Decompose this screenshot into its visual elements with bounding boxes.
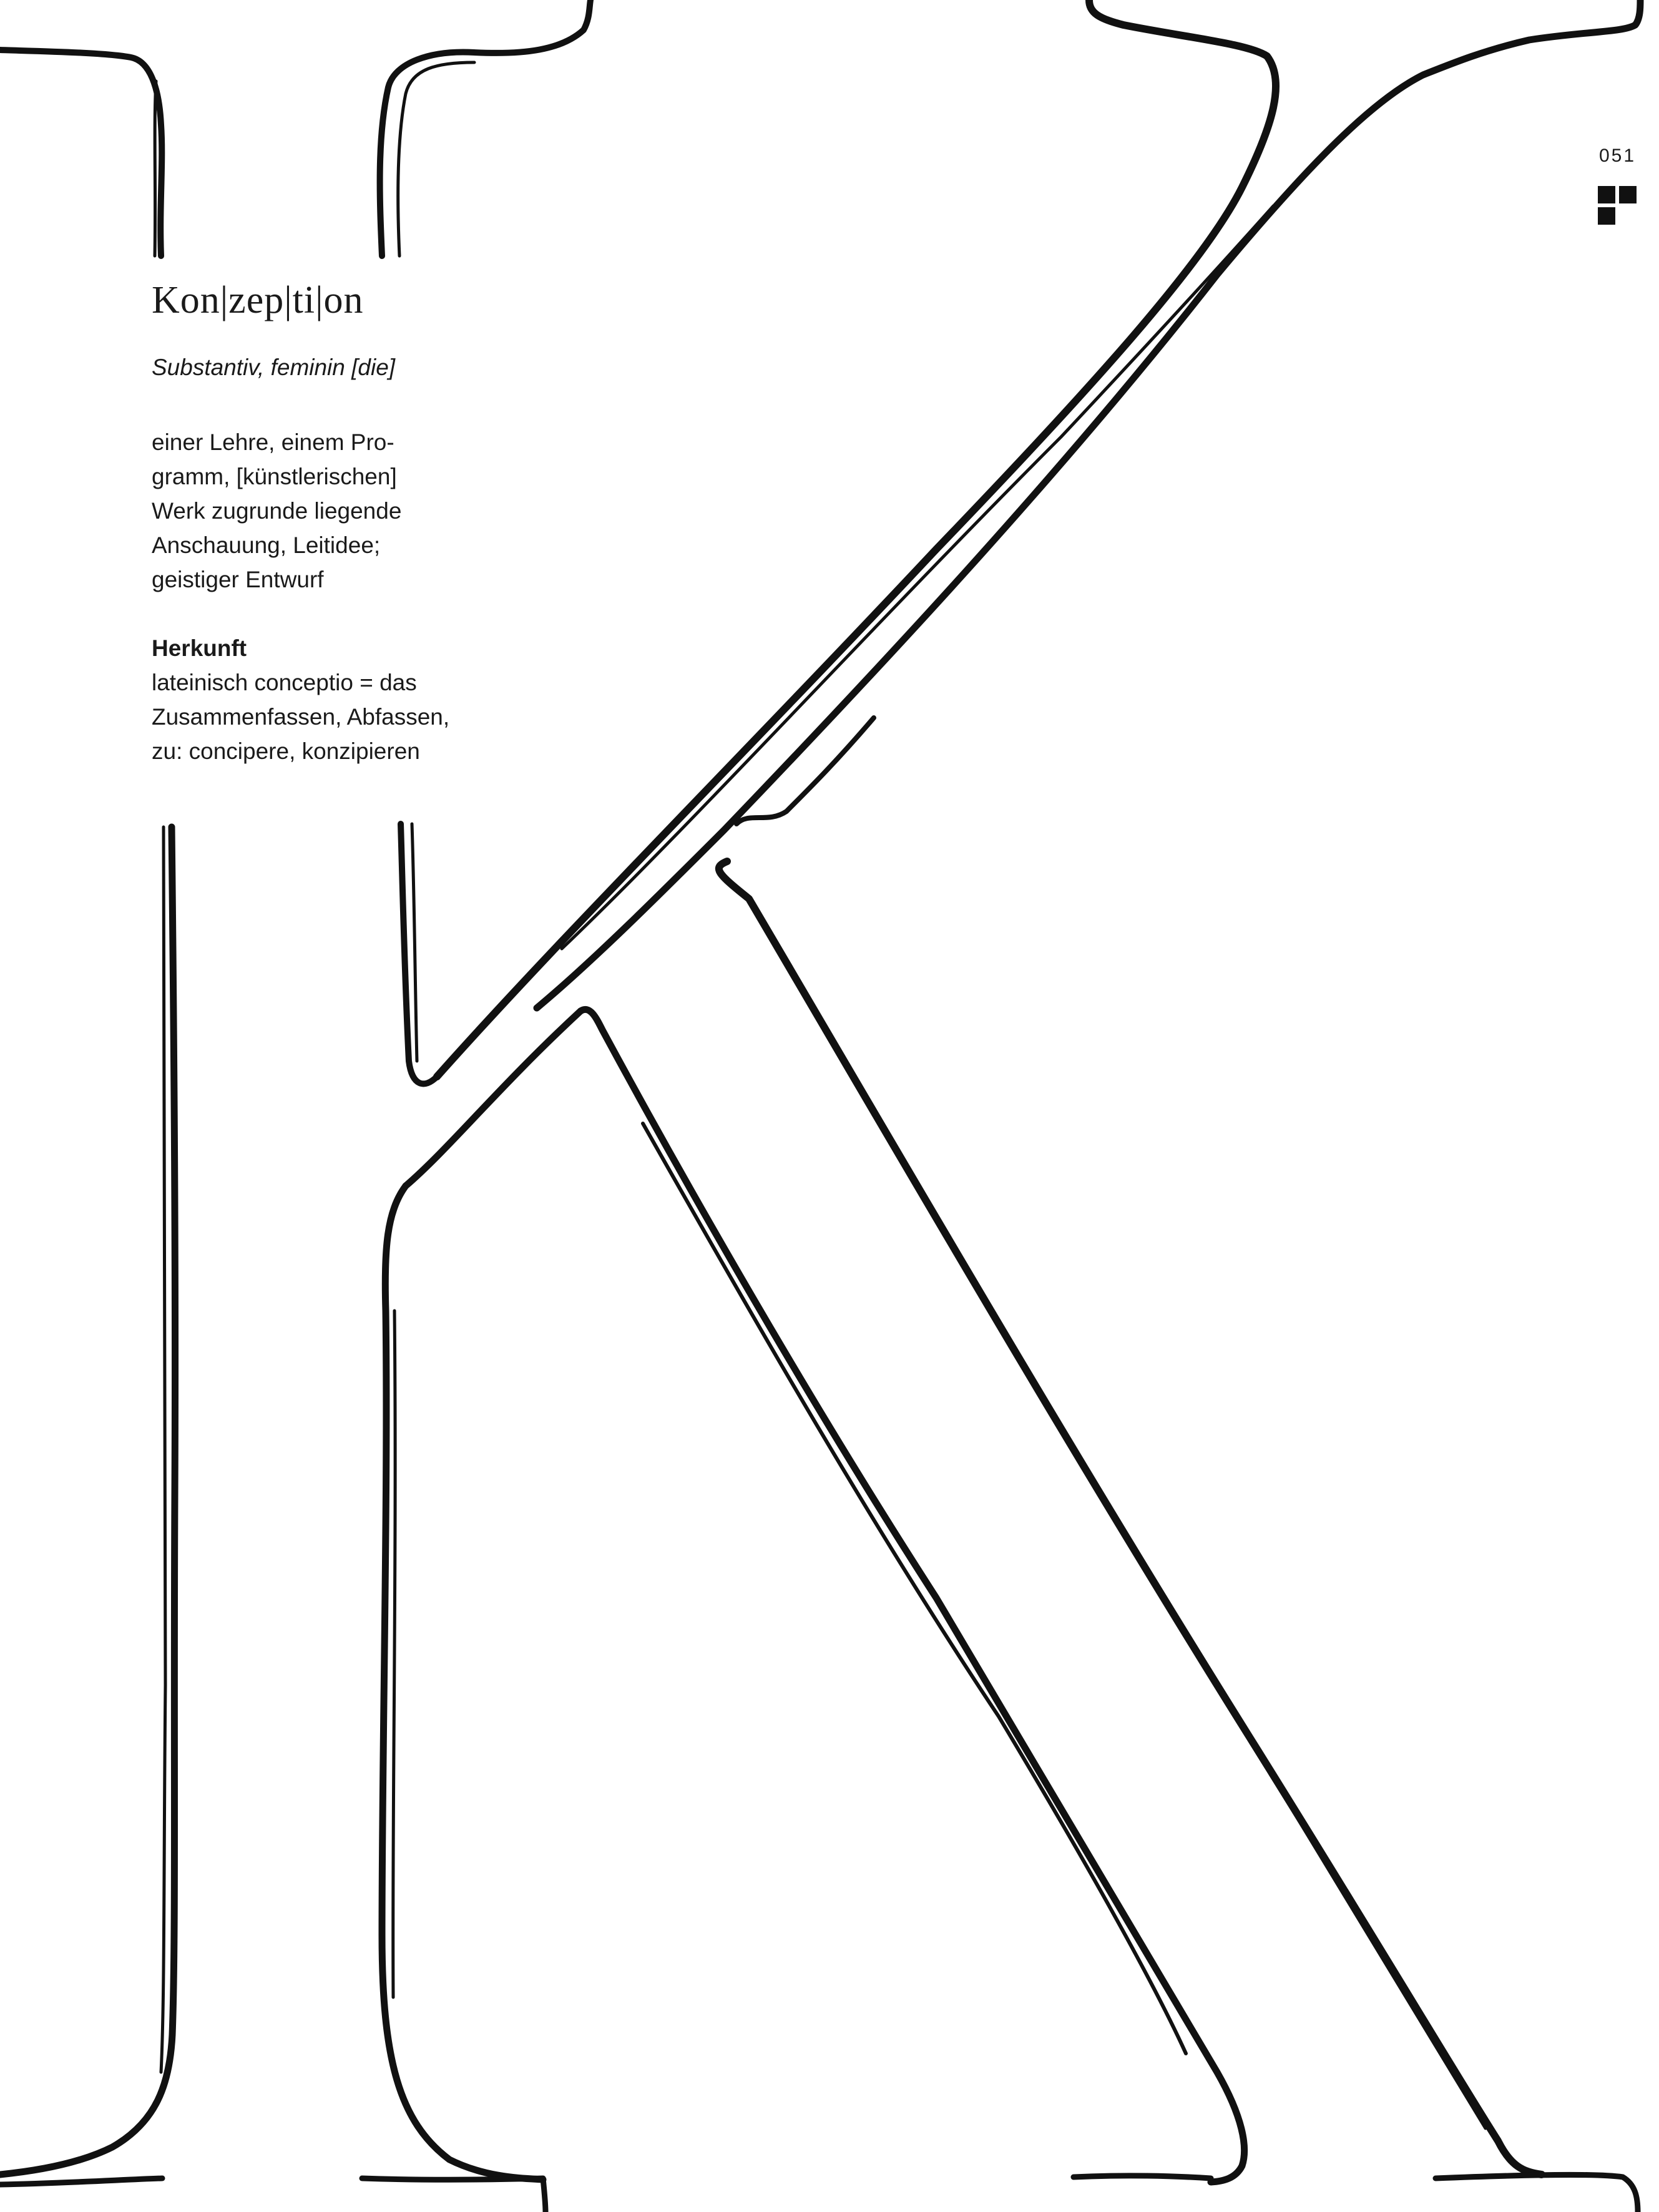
k-stem-left-inner (161, 827, 166, 2072)
k-upper-arm-inner-line (562, 206, 1273, 949)
origin-line: zu: concipere, konzipieren (152, 738, 420, 764)
k-arm-junction (406, 1009, 1245, 2182)
headword: Kon|zep|ti|on (152, 279, 364, 321)
origin-line: Zusammenfassen, Abfassen, (152, 704, 450, 730)
k-stem-right-upper (401, 824, 437, 1084)
k-top-serif-left-inner (155, 81, 156, 256)
meaning (152, 425, 501, 597)
k-upper-arm-outer (437, 0, 1276, 1077)
k-bottom-serif-stem (362, 2178, 546, 2212)
k-top-serif-stem-inner (398, 62, 474, 256)
k-stem-left (0, 827, 175, 2175)
k-stem-right-lower-inner (393, 1311, 395, 1997)
k-leg-inner (643, 1123, 1186, 2053)
k-upper-arm-inner (537, 0, 1640, 1008)
k-top-serif-stem (380, 0, 590, 256)
origin-line: lateinisch conceptio = das (152, 670, 417, 695)
k-stem-right-upper-inner (412, 824, 417, 1061)
k-bottom-serif-right (1074, 2176, 1211, 2178)
k-bottom-serif-far-right (1436, 2175, 1638, 2212)
k-stem-right-lower (382, 1186, 543, 2180)
origin (152, 631, 501, 768)
square-grid-logo-icon (1598, 186, 1637, 225)
meaning-line: Anschauung, Leitidee; (152, 532, 381, 558)
k-top-serif-left (0, 50, 162, 256)
word-class: Substantiv, feminin [die] (152, 355, 396, 380)
definition-block (152, 281, 501, 768)
k-bottom-serif-left (0, 2178, 162, 2185)
page-number: 051 (1599, 145, 1637, 166)
meaning-line: einer Lehre, einem Pro- (152, 429, 394, 455)
meaning-line: geistiger Entwurf (152, 567, 324, 592)
meaning-line: Werk zugrunde liegende (152, 498, 402, 524)
origin-heading: Herkunft (152, 635, 247, 661)
meaning-line: gramm, [künstlerischen] (152, 464, 397, 489)
